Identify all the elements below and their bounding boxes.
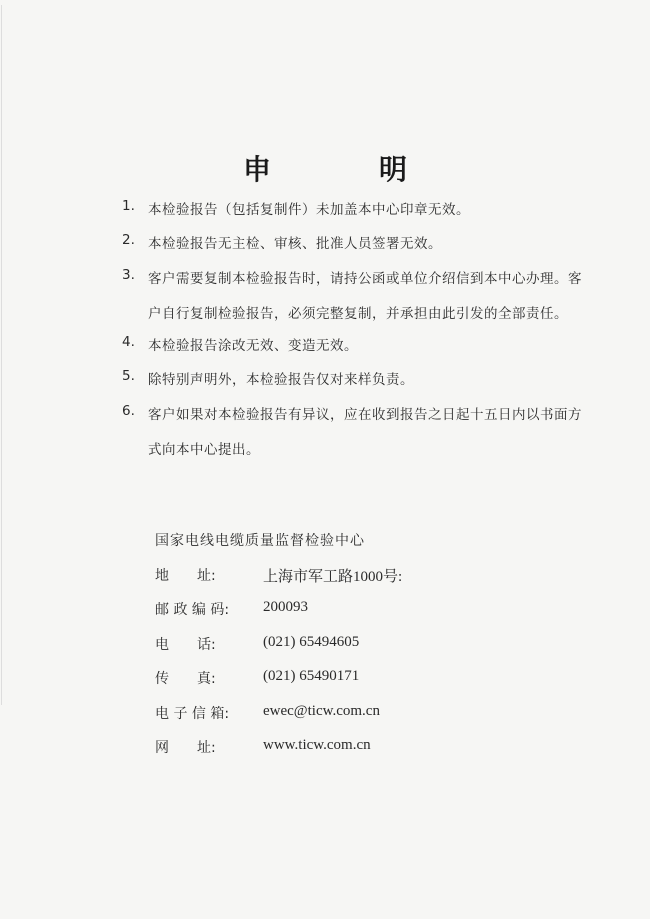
statement-number: 4. xyxy=(122,334,135,350)
statement-text: 本检验报告涂改无效、变造无效。 xyxy=(148,338,358,354)
scan-edge-line xyxy=(1,5,2,705)
page-title: 申 明 xyxy=(242,153,447,186)
fax-value: (021) 65490171 xyxy=(263,668,360,684)
statement-number: 5. xyxy=(122,368,135,384)
organization-name: 国家电线电缆质量监督检验中心 xyxy=(155,533,365,549)
statement-number: 6. xyxy=(122,403,135,419)
email-label: 电 子 信 箱: xyxy=(155,706,230,722)
statement-text: 本检验报告（包括复制件）未加盖本中心印章无效。 xyxy=(148,202,470,218)
address-value: 上海市军工路1000号: xyxy=(263,569,403,585)
fax-label: 传 真: xyxy=(155,671,216,687)
email-value: ewec@ticw.com.cn xyxy=(263,703,380,719)
postcode-label: 邮 政 编 码: xyxy=(155,602,230,618)
statement-text: 除特别声明外，本检验报告仅对来样负责。 xyxy=(148,372,414,388)
postcode-value: 200093 xyxy=(263,599,308,615)
phone-value: (021) 65494605 xyxy=(263,634,360,650)
statement-number: 1. xyxy=(122,198,135,214)
address-label: 地 址: xyxy=(155,568,216,584)
statement-text-continued: 户自行复制检验报告，必须完整复制，并承担由此引发的全部责任。 xyxy=(148,306,568,322)
statement-text: 客户如果对本检验报告有异议，应在收到报告之日起十五日内以书面方 xyxy=(148,407,582,423)
statement-number: 3. xyxy=(122,267,135,283)
statement-text: 本检验报告无主检、审核、批准人员签署无效。 xyxy=(148,236,442,252)
statement-text: 客户需要复制本检验报告时，请持公函或单位介绍信到本中心办理。客 xyxy=(148,271,582,287)
statement-text-continued: 式向本中心提出。 xyxy=(148,442,260,458)
statement-number: 2. xyxy=(122,232,135,248)
website-label: 网 址: xyxy=(155,740,216,756)
phone-label: 电 话: xyxy=(155,637,216,653)
website-value: www.ticw.com.cn xyxy=(263,737,371,753)
